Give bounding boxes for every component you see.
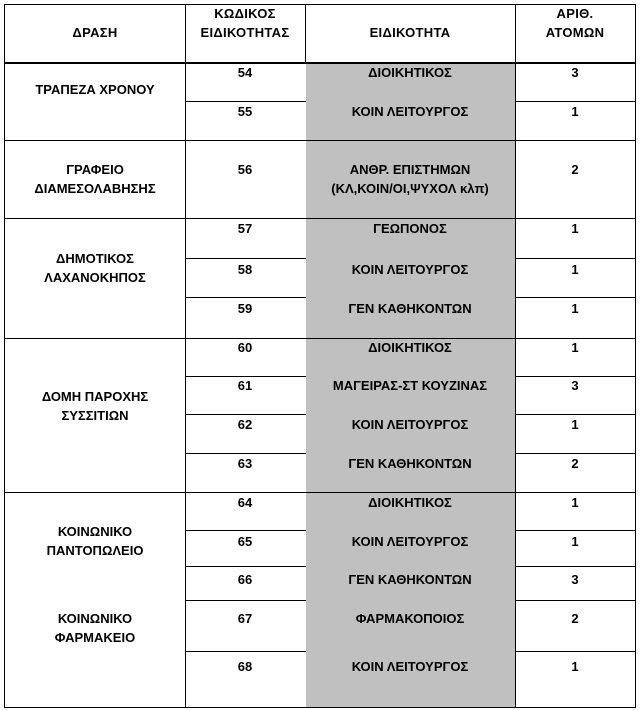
header-code-line2: ΕΙΔΙΚΟΤΗΤΑΣ (200, 25, 290, 40)
row-count: 1 (571, 340, 579, 355)
row-count: 3 (571, 572, 579, 587)
row-count: 1 (571, 534, 579, 549)
row-specialty: ΚΟΙΝ ΛΕΙΤΟΥΡΓΟΣ (351, 262, 469, 277)
hline-row (185, 297, 306, 298)
vline-1 (185, 4, 186, 708)
hline-group-2 (4, 218, 636, 219)
row-specialty: ΓΕΝ ΚΑΘΗΚΟΝΤΩΝ (348, 301, 472, 316)
hline-row (185, 414, 306, 415)
hline-row (515, 530, 636, 531)
row-specialty: ΚΟΙΝ ΛΕΙΤΟΥΡΓΟΣ (351, 417, 469, 432)
row-count: 1 (571, 417, 579, 432)
hline-row (515, 101, 636, 102)
row-count: 2 (571, 611, 579, 626)
vline-3 (515, 4, 516, 708)
header-code-line1: ΚΩΔΙΚΟΣ (214, 6, 276, 21)
row-code: 66 (237, 572, 253, 587)
hline-row (515, 566, 636, 567)
row-specialty: ΓΕΝ ΚΑΘΗΚΟΝΤΩΝ (348, 572, 472, 587)
action-label: ΠΑΝΤΟΠΩΛΕΙΟ (46, 543, 144, 558)
header-count-line1: ΑΡΙΘ. (556, 6, 594, 21)
row-count: 1 (571, 659, 579, 674)
hline-row (185, 600, 306, 601)
hline-top (4, 4, 636, 5)
hline-group-3 (4, 338, 636, 339)
row-specialty: ΓΕΩΠΟΝΟΣ (373, 221, 447, 236)
hline-row (185, 530, 306, 531)
vline-right (635, 4, 636, 708)
row-code: 68 (237, 659, 253, 674)
row-code: 67 (237, 611, 253, 626)
hline-row (185, 453, 306, 454)
hline-row (185, 258, 306, 259)
action-label: ΚΟΙΝΩΝΙΚΟ (57, 524, 133, 539)
row-specialty: ΑΝΘΡ. ΕΠΙΣΤΗΜΩΝ (349, 162, 471, 177)
hline-row (185, 101, 306, 102)
row-code: 58 (237, 262, 253, 277)
action-label: ΦΑΡΜΑΚΕΙΟ (54, 630, 136, 645)
row-specialty: ΔΙΟΙΚΗΤΙΚΟΣ (368, 340, 452, 355)
row-code: 57 (237, 221, 253, 236)
row-code: 62 (237, 417, 253, 432)
header-specialty: ΕΙΔΙΚΟΤΗΤΑ (369, 25, 451, 40)
row-code: 59 (237, 301, 253, 316)
hline-row (515, 600, 636, 601)
action-label: ΛΑΧΑΝΟΚΗΠΟΣ (44, 270, 146, 285)
vline-left (4, 4, 5, 708)
row-count: 2 (571, 162, 579, 177)
hline-row (515, 297, 636, 298)
row-count: 1 (571, 301, 579, 316)
row-code: 54 (237, 65, 253, 80)
hline-group-1 (4, 140, 636, 141)
row-specialty: ΜΑΓΕΙΡΑΣ-ΣΤ ΚΟΥΖΙΝΑΣ (332, 378, 488, 393)
row-code: 55 (237, 104, 253, 119)
hline-row (185, 651, 306, 652)
hline-row (185, 566, 306, 567)
hline-row (515, 258, 636, 259)
hline-row (515, 651, 636, 652)
action-label: ΣΥΣΣΙΤΙΩΝ (61, 408, 129, 423)
header-action: ΔΡΑΣΗ (72, 25, 118, 40)
action-label: ΔΗΜΟΤΙΚΟΣ (56, 251, 134, 266)
action-label: ΤΡΑΠΕΖΑ ΧΡΟΝΟΥ (35, 82, 155, 97)
row-count: 1 (571, 104, 579, 119)
row-count: 3 (571, 378, 579, 393)
row-code: 56 (237, 162, 253, 177)
row-count: 2 (571, 456, 579, 471)
row-specialty-line2: (ΚΛ,ΚΟΙΝ/ΟΙ,ΨΥΧΟΛ κλπ) (331, 181, 489, 196)
row-code: 61 (237, 378, 253, 393)
hline-row (515, 414, 636, 415)
vline-2 (305, 4, 306, 63)
row-specialty: ΔΙΟΙΚΗΤΙΚΟΣ (368, 495, 452, 510)
hline-group-4 (4, 492, 636, 493)
row-specialty: ΚΟΙΝ ΛΕΙΤΟΥΡΓΟΣ (351, 534, 469, 549)
row-code: 65 (237, 534, 253, 549)
row-count: 3 (571, 65, 579, 80)
header-count-line2: ΑΤΟΜΩΝ (545, 25, 605, 40)
row-specialty: ΚΟΙΝ ΛΕΙΤΟΥΡΓΟΣ (351, 659, 469, 674)
row-count: 1 (571, 495, 579, 510)
hline-header (4, 62, 636, 64)
action-label: ΓΡΑΦΕΙΟ (66, 162, 124, 177)
row-specialty: ΓΕΝ ΚΑΘΗΚΟΝΤΩΝ (348, 456, 472, 471)
row-specialty: ΔΙΟΙΚΗΤΙΚΟΣ (368, 65, 452, 80)
row-code: 64 (237, 495, 253, 510)
row-specialty: ΦΑΡΜΑΚΟΠΟΙΟΣ (355, 611, 465, 626)
row-code: 60 (237, 340, 253, 355)
action-label: ΚΟΙΝΩΝΙΚΟ (57, 611, 133, 626)
row-specialty: ΚΟΙΝ ΛΕΙΤΟΥΡΓΟΣ (351, 104, 469, 119)
action-label: ΔΟΜΗ ΠΑΡΟΧΗΣ (41, 389, 149, 404)
hline-row (515, 453, 636, 454)
row-code: 63 (237, 456, 253, 471)
row-count: 1 (571, 262, 579, 277)
row-count: 1 (571, 221, 579, 236)
hline-bottom (4, 707, 636, 708)
action-label: ΔΙΑΜΕΣΟΛΑΒΗΣΗΣ (34, 181, 156, 196)
